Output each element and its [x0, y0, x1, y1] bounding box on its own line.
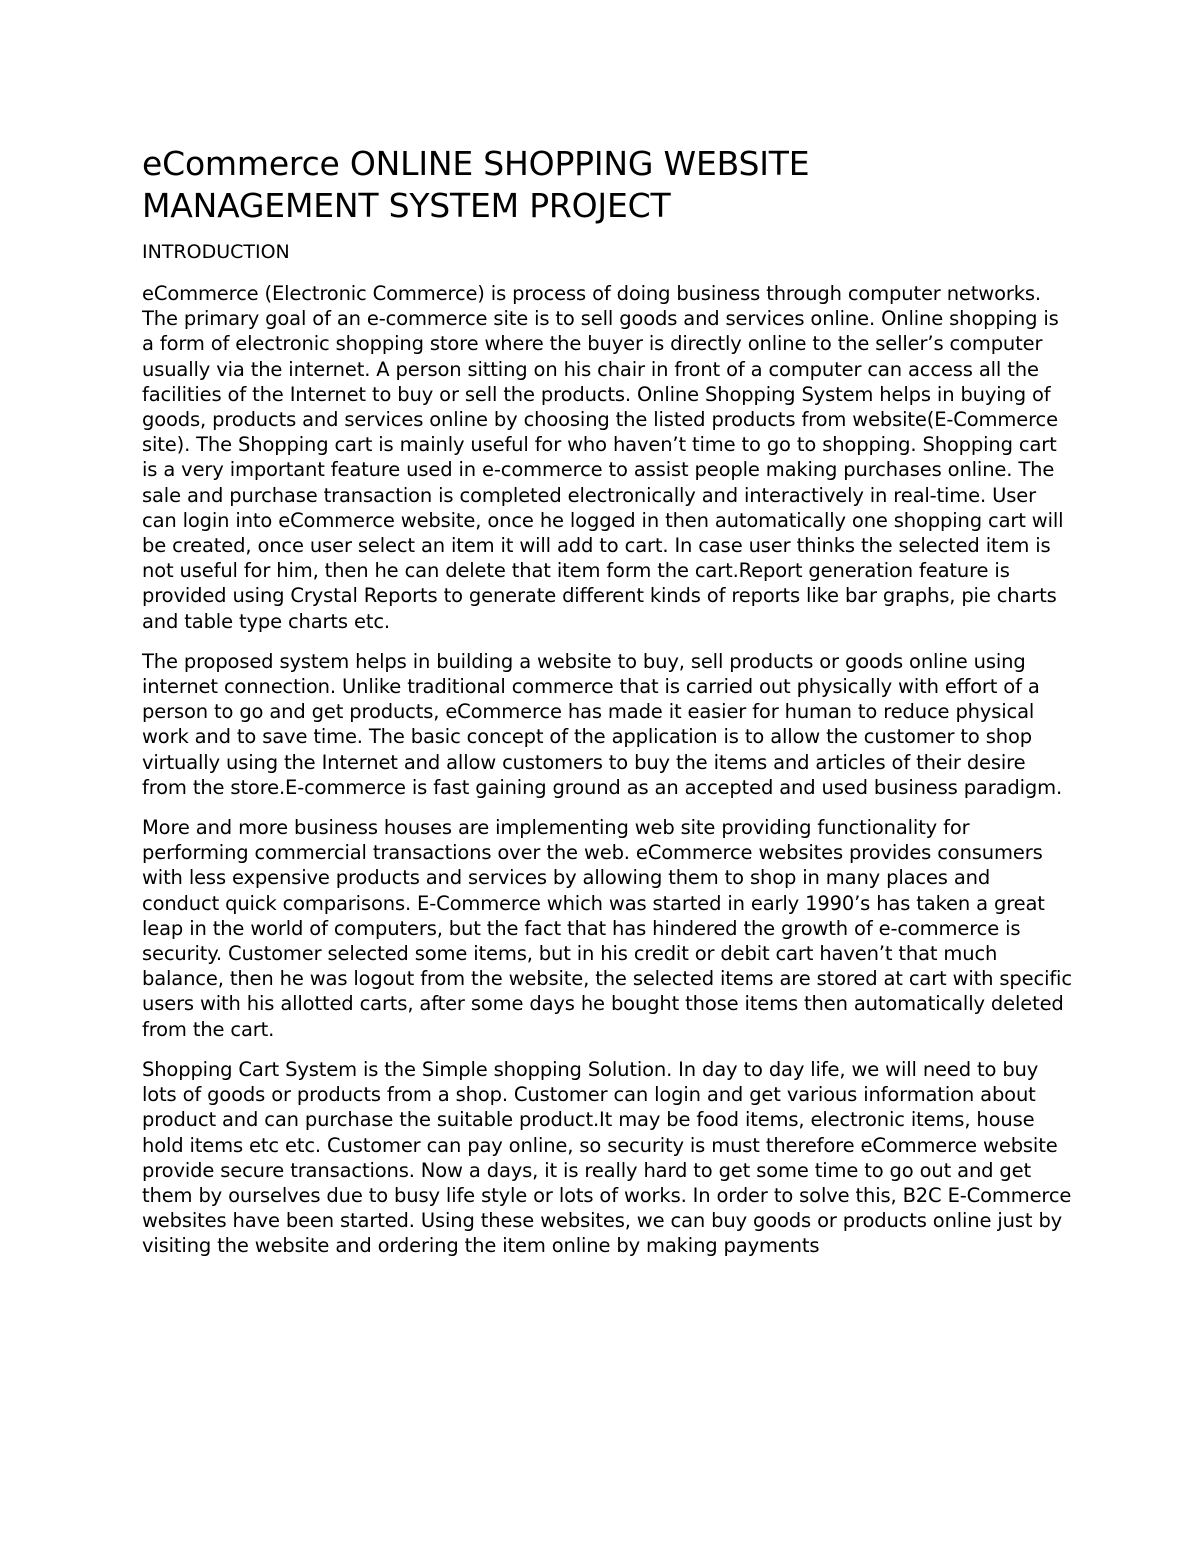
paragraph-4: Shopping Cart System is the Simple shopping Solution. In day to day life, we will need to buy lots of goods or products from a shop. Customer can login and get various information about product and can purchase the suitable product.It may be food items, electronic items, house hold items etc etc. Customer can pay online, so security is must therefore eCommerce website provide secure transactions. Now a days, it is really hard to get some time to go out and get them by ourselves due to busy life style or lots of works. In order to solve this, B2C E-Commerce websites have been started. Using these websites, we can buy goods or products online just by visiting the website and ordering the item online by making payments: [142, 1057, 1072, 1258]
document-title-line-1: eCommerce ONLINE SHOPPING WEBSITE: [142, 144, 810, 183]
paragraph-3: More and more business houses are implementing web site providing functionality for performing commercial transactions over the web. eCommerce websites provides consumers with less expensive products and services by allowing them to shop in many places and conduct quick comparisons. E-Commerce which was started in early 1990’s has taken a great leap in the world of computers, but the fact that has hindered the growth of e-commerce is security. Customer selected some items, but in his credit or debit cart haven’t that much balance, then he was logout from the website, the selected items are stored at cart with specific users with his allotted carts, after some days he bought those items then automatically deleted from the cart.: [142, 816, 1072, 1041]
document-title: [142, 143, 1072, 227]
section-heading-introduction: INTRODUCTION: [142, 241, 290, 263]
document-title-line-2: MANAGEMENT SYSTEM PROJECT: [142, 186, 671, 225]
paragraph-2: The proposed system helps in building a website to buy, sell products or goods online using internet connection. Unlike traditional commerce that is carried out physically with effort of a person to go and get products, eCommerce has made it easier for human to reduce physical work and to save time. The basic concept of the application is to allow the customer to shop virtually using the Internet and allow customers to buy the items and articles of their desire from the store.E-commerce is fast gaining ground as an accepted and used business paradigm.: [142, 649, 1063, 799]
document-page: [142, 143, 1072, 1274]
paragraph-1: eCommerce (Electronic Commerce) is process of doing business through computer networks. The primary goal of an e-commerce site is to sell goods and services online. Online shopping is a form of electronic shopping store where the buyer is directly online to the seller’s computer usually via the internet. A person sitting on his chair in front of a computer can access all the facilities of the Internet to buy or sell the products. Online Shopping System helps in buying of goods, products and services online by choosing the listed products from website(E-Commerce site). The Shopping cart is mainly useful for who haven’t time to go to shopping. Shopping cart is a very important feature used in e-commerce to assist people making purchases online. The sale and purchase transaction is completed electronically and interactively in real-time. User can login into eCommerce website, once he logged in then automatically one shopping cart will be created, once user select an item it will add to cart. In case user thinks the selected item is not useful for him, then he can delete that item form the cart.Report generation feature is provided using Crystal Reports to generate different kinds of reports like bar graphs, pie charts and table type charts etc.: [142, 282, 1064, 633]
